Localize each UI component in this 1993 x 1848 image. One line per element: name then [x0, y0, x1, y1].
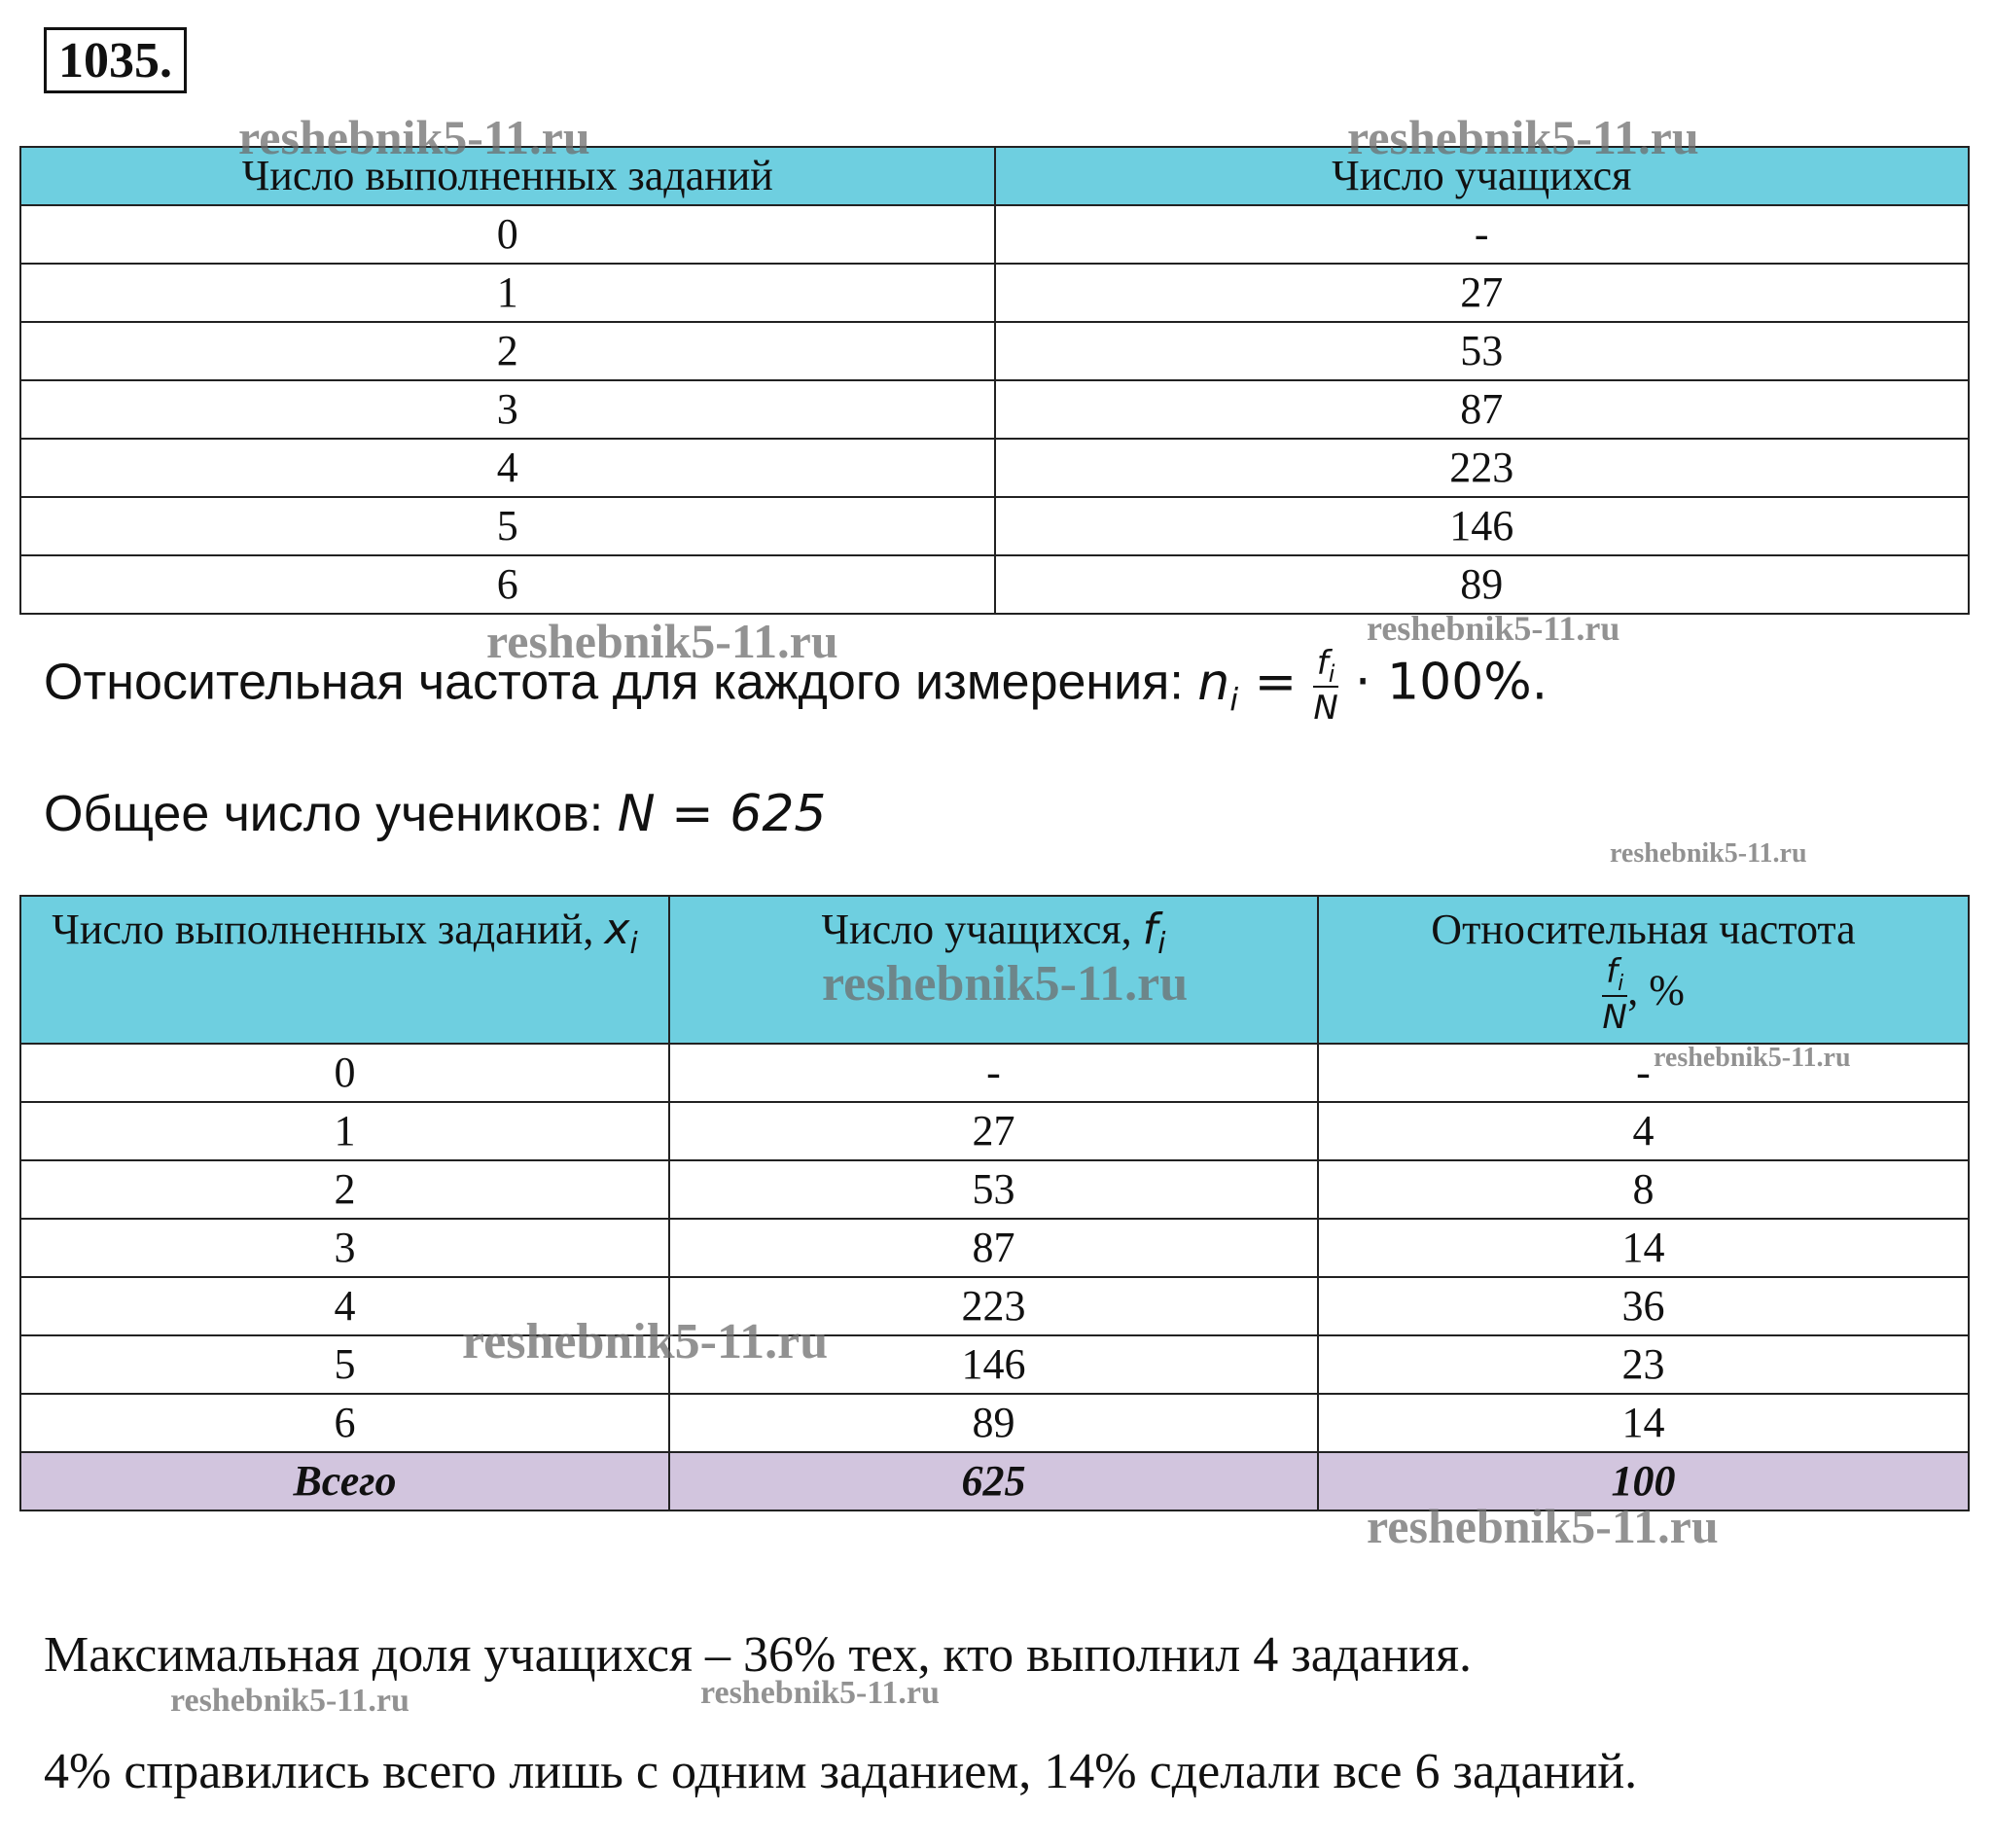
table-header-row: [20, 147, 1969, 205]
table-header-row: [20, 896, 1969, 1044]
table-total-row: [20, 1452, 1969, 1510]
table-row: [20, 1277, 1969, 1335]
table-row: [20, 264, 1969, 322]
cell: 1: [20, 1102, 669, 1160]
watermark: reshebnik5-11.ru: [1367, 1499, 1719, 1553]
formula-line: [44, 644, 1548, 730]
cell: 6: [20, 555, 995, 614]
cell: 4: [1318, 1102, 1969, 1160]
table-row: [20, 1394, 1969, 1452]
table-row: [20, 497, 1969, 555]
cell: 223: [995, 439, 1970, 497]
table-row: [20, 1160, 1969, 1219]
cell: 36: [1318, 1277, 1969, 1335]
total-percent: 100: [1318, 1452, 1969, 1510]
conclusion-1: Максимальная доля учащихся – 36% тех, кто выполнил 4 задания.: [44, 1627, 1472, 1683]
cell: 0: [20, 1044, 669, 1102]
cell: 89: [669, 1394, 1318, 1452]
cell: -: [1318, 1044, 1969, 1102]
formula-lhs: $n_i$: [1197, 653, 1239, 719]
table-row: [20, 555, 1969, 614]
cell: 53: [669, 1160, 1318, 1219]
formula-text: Относительная частота для каждого измерения:: [44, 654, 1198, 711]
cell: 5: [20, 497, 995, 555]
equals-sign: =: [1238, 653, 1313, 712]
cell: 8: [1318, 1160, 1969, 1219]
cell: 87: [995, 380, 1970, 439]
cell: 5: [20, 1335, 669, 1394]
cell: 4: [20, 1277, 669, 1335]
cell: 146: [995, 497, 1970, 555]
table-row: [20, 1044, 1969, 1102]
watermark: reshebnik5-11.ru: [1654, 1043, 1851, 1073]
formula-rhs: · 100%.: [1338, 653, 1548, 712]
cell: 4: [20, 439, 995, 497]
column-header-students: Число учащихся, $f_i$: [669, 896, 1318, 1044]
cell: 2: [20, 1160, 669, 1219]
total-label: Всего: [20, 1452, 669, 1510]
table-row: [20, 1102, 1969, 1160]
watermark: reshebnik5-11.ru: [822, 956, 1189, 1012]
cell: 14: [1318, 1394, 1969, 1452]
cell: 2: [20, 322, 995, 380]
watermark: reshebnik5-11.ru: [238, 110, 590, 164]
cell: 27: [669, 1102, 1318, 1160]
cell: 3: [20, 380, 995, 439]
cell: 53: [995, 322, 1970, 380]
column-header-tasks: Число выполненных заданий: [20, 147, 995, 205]
watermark: reshebnik5-11.ru: [700, 1675, 940, 1711]
table-row: [20, 205, 1969, 264]
table-row: [20, 322, 1969, 380]
column-header-students: Число учащихся: [995, 147, 1970, 205]
cell: 3: [20, 1219, 669, 1277]
cell: 0: [20, 205, 995, 264]
problem-number: 1035.: [44, 27, 187, 93]
cell: -: [995, 205, 1970, 264]
watermark: reshebnik5-11.ru: [170, 1683, 409, 1719]
total-students: 625: [669, 1452, 1318, 1510]
conclusion-2: 4% справились всего лишь с одним заданием, 14% сделали все 6 заданий.: [44, 1744, 1638, 1799]
relative-frequency-table: [19, 895, 1970, 1511]
total-math: N = 625: [617, 785, 827, 843]
cell: 223: [669, 1277, 1318, 1335]
watermark: reshebnik5-11.ru: [462, 1314, 829, 1369]
total-text: Общее число учеников:: [44, 786, 618, 842]
table-row: [20, 439, 1969, 497]
table-row: [20, 1219, 1969, 1277]
total-students-line: [44, 783, 826, 845]
cell: -: [669, 1044, 1318, 1102]
cell: 6: [20, 1394, 669, 1452]
watermark: reshebnik5-11.ru: [1347, 110, 1699, 164]
frequency-table: [19, 146, 1970, 615]
column-header-tasks: Число выполненных заданий, $x_i$: [20, 896, 669, 1044]
column-header-relative-frequency: Относительная частота $\frac{f_i}{N}$ , %: [1318, 896, 1969, 1044]
table-row: [20, 380, 1969, 439]
cell: 14: [1318, 1219, 1969, 1277]
watermark: reshebnik5-11.ru: [1367, 609, 1620, 648]
cell: 87: [669, 1219, 1318, 1277]
watermark: reshebnik5-11.ru: [1610, 838, 1807, 869]
cell: 27: [995, 264, 1970, 322]
cell: 23: [1318, 1335, 1969, 1394]
cell: 146: [669, 1335, 1318, 1394]
cell: 1: [20, 264, 995, 322]
formula-fraction: $\frac{f_i}{N}$: [1313, 644, 1338, 728]
cell: 89: [995, 555, 1970, 614]
watermark: reshebnik5-11.ru: [486, 614, 838, 668]
table-row: [20, 1335, 1969, 1394]
